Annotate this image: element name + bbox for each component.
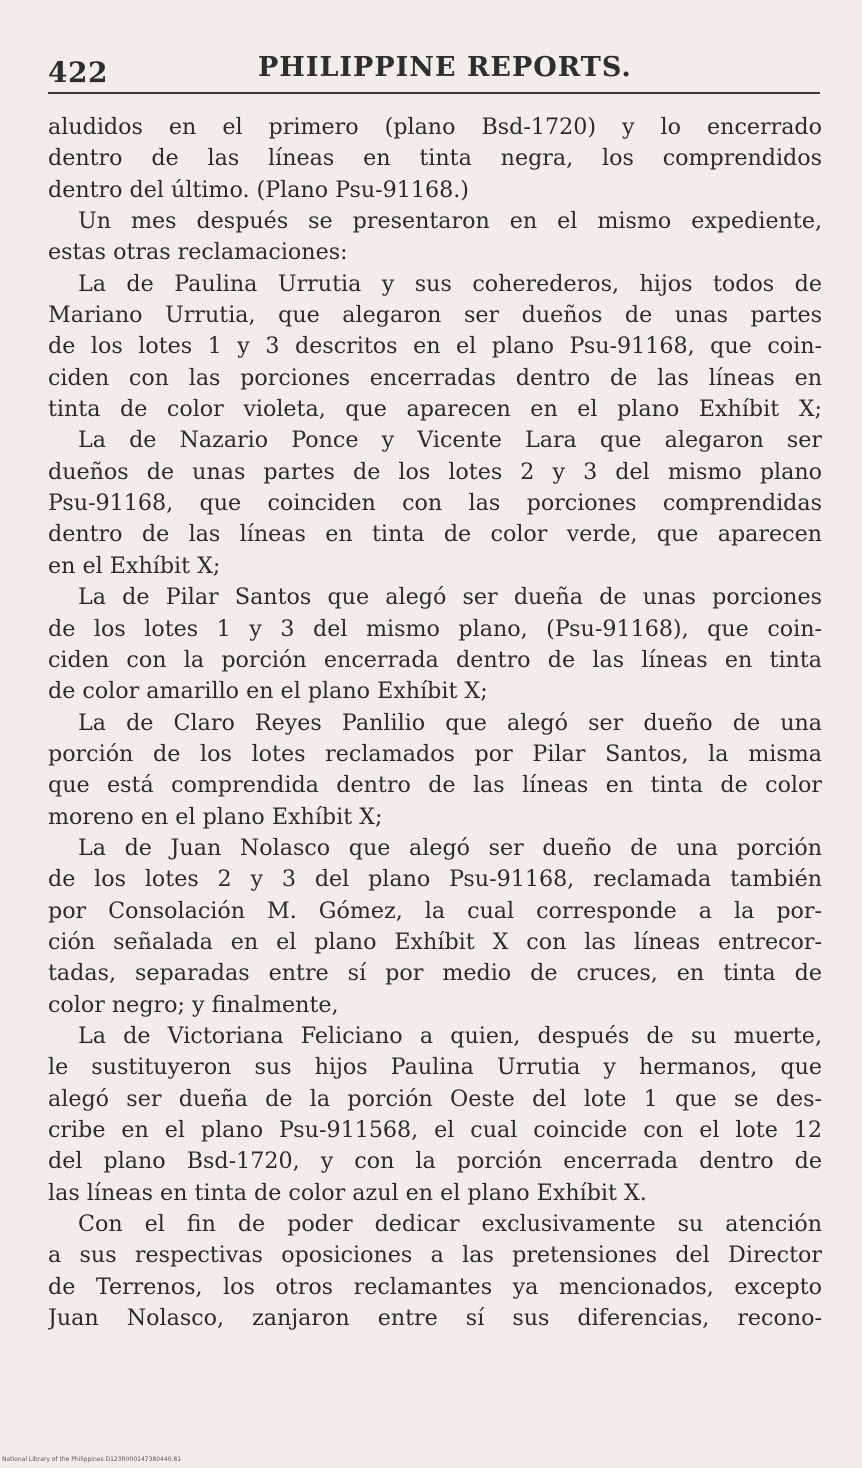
text-line: que está comprendida dentro de las líneas en tinta de color: [48, 772, 822, 799]
text-line: alegó ser dueña de la porción Oeste del lote 1 que se des-: [48, 1085, 822, 1112]
text-line: color negro; y finalmente,: [48, 991, 339, 1018]
text-line: La de Nazario Ponce y Vicente Lara que alegaron ser: [78, 427, 822, 454]
text-line: aludidos en el primero (plano Bsd-1720) y lo encerrado: [48, 114, 822, 140]
text-line: en el Exhíbit X;: [48, 552, 221, 579]
text-line: por Consolación M. Gómez, la cual corresponde a la por-: [48, 897, 822, 924]
text-line: las líneas en tinta de color azul en el plano Exhíbit X.: [48, 1179, 647, 1206]
text-line: le sustituyeron sus hijos Paulina Urrutia y hermanos, que: [48, 1054, 822, 1081]
text-line: porción de los lotes reclamados por Pilar Santos, la misma: [48, 740, 822, 767]
text-line: La de Claro Reyes Panlilio que alegó ser dueño de una: [78, 709, 822, 736]
text-line: cribe en el plano Psu-911568, el cual coincide con el lote 12: [48, 1117, 822, 1143]
text-line: tinta de color violeta, que aparecen en el plano Exhíbit X;: [48, 396, 822, 423]
text-line: Mariano Urrutia, que alegaron ser dueños de unas partes: [48, 302, 822, 329]
text-line: Con el fin de poder dedicar exclusivamente su atención: [78, 1211, 822, 1238]
scan-credit: National Library of the Philippines D123R000147380440.81: [2, 1456, 182, 1463]
body-text: [48, 112, 822, 1334]
text-line: dentro del último. (Plano Psu-91168.): [48, 176, 469, 203]
text-line: dentro de las líneas en tinta negra, los comprendidos: [48, 145, 822, 172]
text-line: de Terrenos, los otros reclamantes ya mencionados, excepto: [48, 1273, 822, 1300]
text-line: Juan Nolasco, zanjaron entre sí sus diferencias, recono-: [48, 1305, 822, 1332]
text-line: La de Victoriana Feliciano a quien, después de su muerte,: [78, 1022, 822, 1049]
text-line: Un mes después se presentaron en el mismo expediente,: [78, 208, 822, 235]
running-head: PHILIPPINE REPORTS.: [258, 52, 632, 83]
text-line: de los lotes 2 y 3 del plano Psu-91168, reclamada también: [48, 866, 822, 893]
text-line: de los lotes 1 y 3 del mismo plano, (Psu-91168), que coin-: [48, 615, 822, 642]
page-number: 422: [48, 56, 108, 89]
text-line: ciden con la porción encerrada dentro de las líneas en tinta: [48, 646, 822, 673]
text-line: La de Pilar Santos que alegó ser dueña de unas porciones: [78, 584, 822, 611]
text-line: de los lotes 1 y 3 descritos en el plano Psu-91168, que coin-: [48, 333, 822, 360]
text-line: Psu-91168, que coinciden con las porciones comprendidas: [48, 490, 822, 517]
text-line: La de Paulina Urrutia y sus coherederos, hijos todos de: [78, 270, 822, 297]
page-header: [48, 48, 820, 92]
text-line: ciden con las porciones encerradas dentro de las líneas en: [48, 364, 822, 391]
text-line: dentro de las líneas en tinta de color verde, que aparecen: [48, 521, 822, 548]
text-line: moreno en el plano Exhíbit X;: [48, 803, 383, 830]
text-line: ción señalada en el plano Exhíbit X con las líneas entrecor-: [48, 928, 822, 955]
text-line: dueños de unas partes de los lotes 2 y 3 del mismo plano: [48, 458, 822, 485]
text-line: La de Juan Nolasco que alegó ser dueño de una porción: [78, 834, 822, 861]
text-line: de color amarillo en el plano Exhíbit X;: [48, 678, 488, 705]
header-rule: [48, 92, 820, 94]
text-line: estas otras reclamaciones:: [48, 239, 348, 266]
text-line: a sus respectivas oposiciones a las pretensiones del Director: [48, 1242, 822, 1269]
text-line: tadas, separadas entre sí por medio de cruces, en tinta de: [48, 960, 822, 987]
text-line: del plano Bsd-1720, y con la porción encerrada dentro de: [48, 1148, 822, 1175]
